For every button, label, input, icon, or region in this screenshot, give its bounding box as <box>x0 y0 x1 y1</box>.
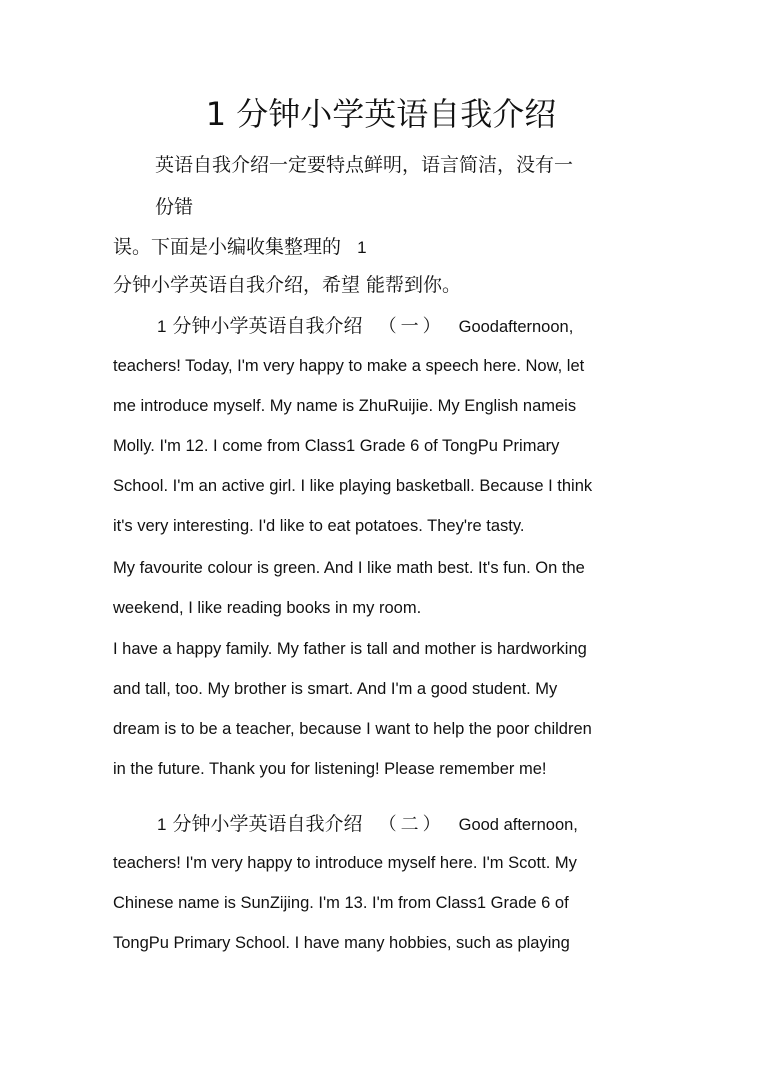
section2-line: teachers! I'm very happy to introduce myself here. I'm Scott. My <box>113 854 577 872</box>
section1-line: Molly. I'm 12. I come from Class1 Grade 6 of TongPu Primary <box>113 437 560 455</box>
section1-line: me introduce myself. My name is ZhuRuijie. My English nameis <box>113 397 577 415</box>
intro-line-3-number: 1 <box>357 238 367 257</box>
intro-line-3-text: 误。下面是小编收集整理的 <box>113 236 342 258</box>
section1-line: and tall, too. My brother is smart. And I'm a good student. My <box>113 680 558 698</box>
section1-first-words: Goodafternoon, <box>458 318 574 336</box>
section1-title: 分钟小学英语自我介绍 <box>172 315 363 337</box>
page-title: 1 分钟小学英语自我介绍 <box>205 95 557 133</box>
section2-number: 1 <box>157 815 167 834</box>
section2-heading <box>157 811 578 838</box>
intro-line-1: 英语自我介绍一定要特点鲜明，语言简洁，没有一 <box>155 154 574 176</box>
section2-line: TongPu Primary School. I have many hobbies, such as playing <box>113 934 570 952</box>
section1-line: dream is to be a teacher, because I want to help the poor children <box>113 720 592 738</box>
section1-number: 1 <box>157 317 167 336</box>
section2-first-words: Good afternoon, <box>458 816 578 834</box>
intro-line-2: 份错 <box>155 196 194 218</box>
section1-line: My favourite colour is green. And I like math best. It's fun. On the <box>113 559 585 577</box>
section1-line: weekend, I like reading books in my room. <box>113 599 422 617</box>
section1-line: teachers! Today, I'm very happy to make a speech here. Now, let <box>113 357 585 375</box>
intro-line-3 <box>113 234 367 261</box>
section1-line: in the future. Thank you for listening! Please remember me! <box>113 760 547 778</box>
section1-line: I have a happy family. My father is tall and mother is hardworking <box>113 640 587 658</box>
section2-paren: （二） <box>378 814 445 835</box>
section1-paren: （一） <box>378 316 445 337</box>
section1-line: it's very interesting. I'd like to eat potatoes. They're tasty. <box>113 517 525 535</box>
intro-line-4: 分钟小学英语自我介绍，希望 能帮到你。 <box>113 274 462 296</box>
section1-line: School. I'm an active girl. I like playing basketball. Because I think <box>113 477 593 495</box>
section2-line: Chinese name is SunZijing. I'm 13. I'm from Class1 Grade 6 of <box>113 894 569 912</box>
section2-title: 分钟小学英语自我介绍 <box>172 813 363 835</box>
section1-heading <box>157 313 573 340</box>
